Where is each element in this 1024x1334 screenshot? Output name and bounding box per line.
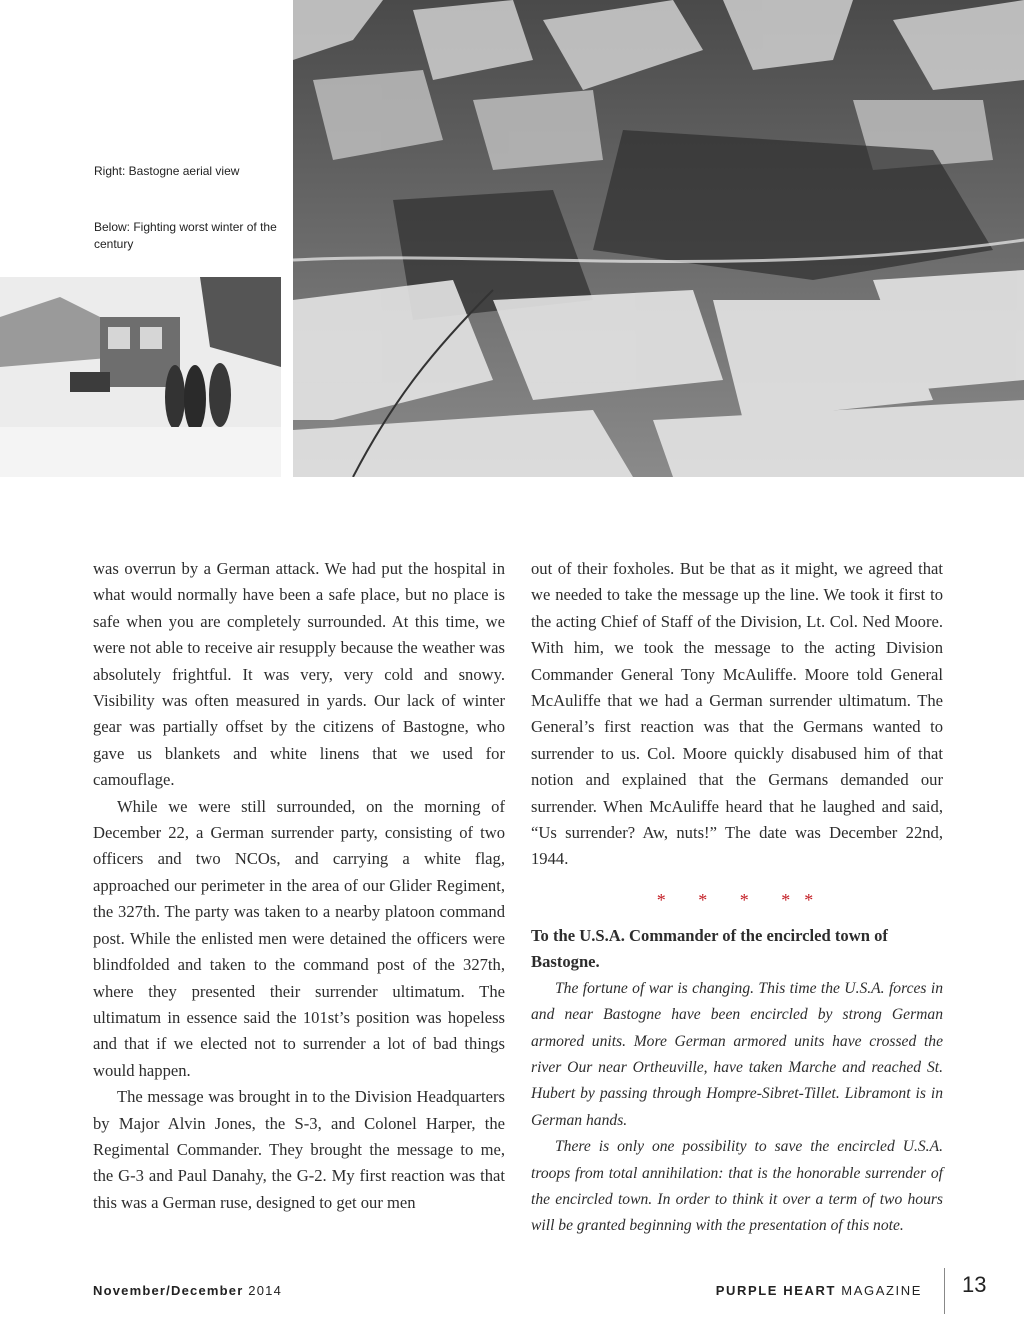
magazine-name-light: MAGAZINE: [841, 1283, 922, 1298]
caption-aerial: Right: Bastogne aerial view: [94, 164, 240, 178]
page-number: 13: [962, 1272, 987, 1297]
footer-issue-date: [93, 1283, 282, 1298]
letter-paragraph: The fortune of war is changing. This time the U.S.A. forces in and near Bastogne have been encircled by strong German armored units. More German armored units have crossed the river Our near Ortheuville, have taken Marche and reached St. Hubert by passing through Hompre-Sibret-Tillet. Libramont is in German hands.: [531, 979, 943, 1129]
paragraph: The message was brought in to the Division Headquarters by Major Alvin Jones, the S-3, and Colonel Harper, the Regimental Commander. They brought the message to me, the G-3 and Paul Danahy, the G-2. My first reaction was that this was a German ruse, designed to get our men: [93, 1087, 505, 1212]
magazine-name-bold: PURPLE HEART: [715, 1283, 837, 1298]
footer-divider: [944, 1268, 945, 1314]
paragraph: While we were still surrounded, on the morning of December 22, a German surrender party, consisting of two officers and two NCOs, and carrying a white flag, approached our perimeter in the area of our Glider Regiment, the 327th. The party was taken to a nearby platoon command post. While the enlisted men were detained the officers were blindfolded and taken to the command post of the 327th, where they presented their surrender ultimatum. The ultimatum in essence said the 101st’s position was hopeless and that if we elected not to surrender a lot of bad things would happen.: [93, 796, 505, 1080]
section-divider-stars: * * * **: [656, 889, 828, 910]
letter-heading: To the U.S.A. Commander of the encircled town of Bastogne.: [531, 925, 888, 972]
issue-year: 2014: [248, 1283, 283, 1298]
footer-magazine-name: [716, 1283, 922, 1298]
caption-winter: Below: Fighting worst winter of the century: [94, 220, 277, 251]
article-column-right: [531, 556, 943, 1240]
winter-photo: [0, 277, 281, 477]
paragraph: out of their foxholes. But be that as it might, we agreed that we needed to take the message up the line. We took it first to the acting Chief of Staff of the Division, Lt. Col. Ned Moore. With him, we took the message to the acting Division Commander General Tony McAuliffe. Moore told General McAuliffe that we had a German surrender ultimatum. The General’s first reaction was that the Germans wanted to surrender to us. Col. Moore quickly disabused him of that notion and explained that the Germans demanded our surrender. When McAuliffe heard that he laughed and said, “Us surrender? Aw, nuts!” The date was December 22nd, 1944.: [531, 559, 943, 869]
letter-paragraph: There is only one possibility to save the encircled U.S.A. troops from total annihilation: that is the honorable surrender of the encircled town. In order to think it over a term of two hours will be granted beginning with the presentation of this note.: [531, 1138, 943, 1235]
issue-month: November/December: [93, 1283, 244, 1298]
aerial-photo: [293, 0, 1024, 477]
article-column-left: [93, 556, 505, 1216]
paragraph: was overrun by a German attack. We had put the hospital in what would normally have been a safe place, but no place is safe when you are completely surrounded. At this time, we were not able to receive air resupply because the weather was absolutely frightful. It was very, very cold and snowy. Visibility was often measured in yards. Our lack of winter gear was partially offset by the citizens of Bastogne, who gave us blankets and white linens that we used for camouflage.: [93, 559, 505, 790]
